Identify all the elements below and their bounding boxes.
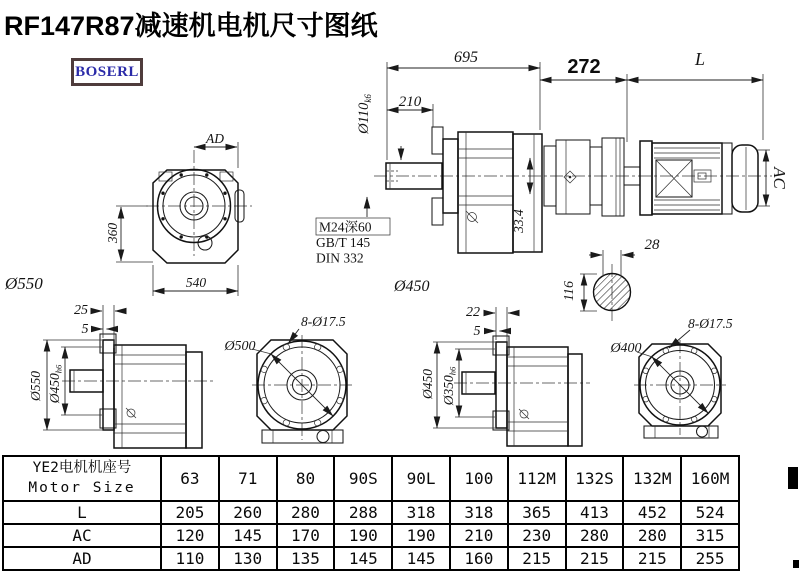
value-cell: 280	[277, 501, 335, 524]
value-cell: 215	[623, 547, 681, 570]
table-row-AC	[3, 524, 739, 547]
br-dim-22-label: 22	[466, 305, 480, 320]
bl-dia-550-label: Ø550	[28, 371, 43, 401]
size-cell: 80	[277, 456, 335, 501]
page-title: RF147R87减速机电机尺寸图纸	[4, 11, 378, 41]
value-cell: 318	[450, 501, 508, 524]
value-cell: 210	[450, 524, 508, 547]
value-cell: 318	[392, 501, 450, 524]
table-header-en: Motor Size	[28, 479, 136, 496]
value-cell: 255	[681, 547, 739, 570]
value-cell: 205	[161, 501, 219, 524]
front-view-main	[4, 131, 252, 296]
size-cell: 90L	[392, 456, 450, 501]
br-dia-350-label	[441, 366, 458, 406]
brand-logo-text: BOSERL	[75, 63, 139, 80]
value-cell: 413	[566, 501, 624, 524]
value-cell: 260	[219, 501, 277, 524]
value-cell: 230	[508, 524, 566, 547]
motor-view	[544, 138, 789, 216]
bottom-right-side-view	[420, 305, 590, 446]
br-dia-400-label: Ø400	[610, 341, 642, 356]
br-bolt-spec-label: 8-Ø17.5	[688, 316, 733, 331]
value-cell: 365	[508, 501, 566, 524]
br-dia-350-value: Ø350	[441, 375, 456, 406]
size-cell: 63	[161, 456, 219, 501]
dim-210-label: 210	[398, 94, 422, 110]
scan-artifact	[793, 560, 799, 568]
value-cell: 452	[623, 501, 681, 524]
standard-din-label: DIN 332	[316, 250, 364, 266]
dim-28-label: 28	[644, 237, 660, 253]
table-header-cn: YE2电机机座号	[32, 459, 132, 476]
scan-artifact	[788, 467, 798, 489]
dim-116-label: 116	[562, 281, 577, 301]
value-cell: 160	[450, 547, 508, 570]
bl-dia-450-tolerance: h6	[53, 364, 64, 374]
dim-ad-label: AD	[206, 131, 224, 146]
value-cell: 135	[277, 547, 335, 570]
value-cell: 145	[219, 524, 277, 547]
bl-dia-500-label: Ø500	[224, 339, 256, 354]
size-cell: 100	[450, 456, 508, 501]
table-header-row	[3, 456, 739, 501]
dia-450-mid-label: Ø450	[394, 278, 430, 295]
value-cell: 288	[334, 501, 392, 524]
dim-272-label: 272	[567, 56, 601, 78]
value-cell: 315	[681, 524, 739, 547]
bottom-left-front-view	[223, 314, 352, 443]
thread-note-label: M24深60	[319, 219, 372, 235]
bl-bolt-spec-label: 8-Ø17.5	[301, 314, 346, 329]
value-cell: 120	[161, 524, 219, 547]
bottom-right-front-view	[609, 316, 732, 438]
bl-dia-450-label	[47, 364, 64, 404]
bottom-left-side-view	[28, 303, 214, 448]
value-cell: 110	[161, 547, 219, 570]
dim-l-label: L	[694, 49, 706, 69]
bl-dim-25-label: 25	[74, 303, 88, 318]
value-cell: 145	[334, 547, 392, 570]
value-cell: 190	[334, 524, 392, 547]
value-cell: 145	[392, 547, 450, 570]
standard-gbt-label: GB/T 145	[316, 235, 371, 250]
shaft-diameter-value: Ø110	[356, 102, 372, 134]
dim-ac-label: AC	[770, 167, 789, 189]
shaft-diameter-label	[356, 94, 373, 135]
row-label-cell: AD	[3, 547, 161, 570]
size-cell: 71	[219, 456, 277, 501]
row-label-cell: L	[3, 501, 161, 524]
size-cell: 112M	[508, 456, 566, 501]
value-cell: 280	[566, 524, 624, 547]
br-dim-5-label: 5	[473, 324, 481, 339]
value-cell: 130	[219, 547, 277, 570]
size-cell: 132M	[623, 456, 681, 501]
br-dia-450-label: Ø450	[420, 369, 435, 399]
motor-size-table	[2, 455, 740, 571]
table-row-L	[3, 501, 739, 524]
value-cell: 215	[508, 547, 566, 570]
size-cell: 90S	[334, 456, 392, 501]
dim-360-label: 360	[105, 222, 120, 244]
value-cell: 170	[277, 524, 335, 547]
bl-dim-5-label: 5	[81, 322, 89, 337]
shaft-diameter-tolerance: k6	[363, 94, 373, 103]
table-header-cell	[3, 456, 161, 501]
bl-dia-450-value: Ø450	[47, 373, 62, 404]
size-cell: 132S	[566, 456, 624, 501]
size-cell: 160M	[681, 456, 739, 501]
value-cell: 215	[566, 547, 624, 570]
dim-540-label: 540	[185, 275, 207, 290]
value-cell: 524	[681, 501, 739, 524]
table-row-AD	[3, 547, 739, 570]
dia-550-left-label: Ø550	[5, 274, 43, 293]
row-label-cell: AC	[3, 524, 161, 547]
dim-334-label: 33.4	[511, 209, 526, 233]
value-cell: 280	[623, 524, 681, 547]
shaft-section-view	[562, 237, 660, 322]
value-cell: 190	[392, 524, 450, 547]
br-dia-350-tolerance: h6	[447, 366, 458, 376]
dim-695-label: 695	[454, 49, 478, 66]
